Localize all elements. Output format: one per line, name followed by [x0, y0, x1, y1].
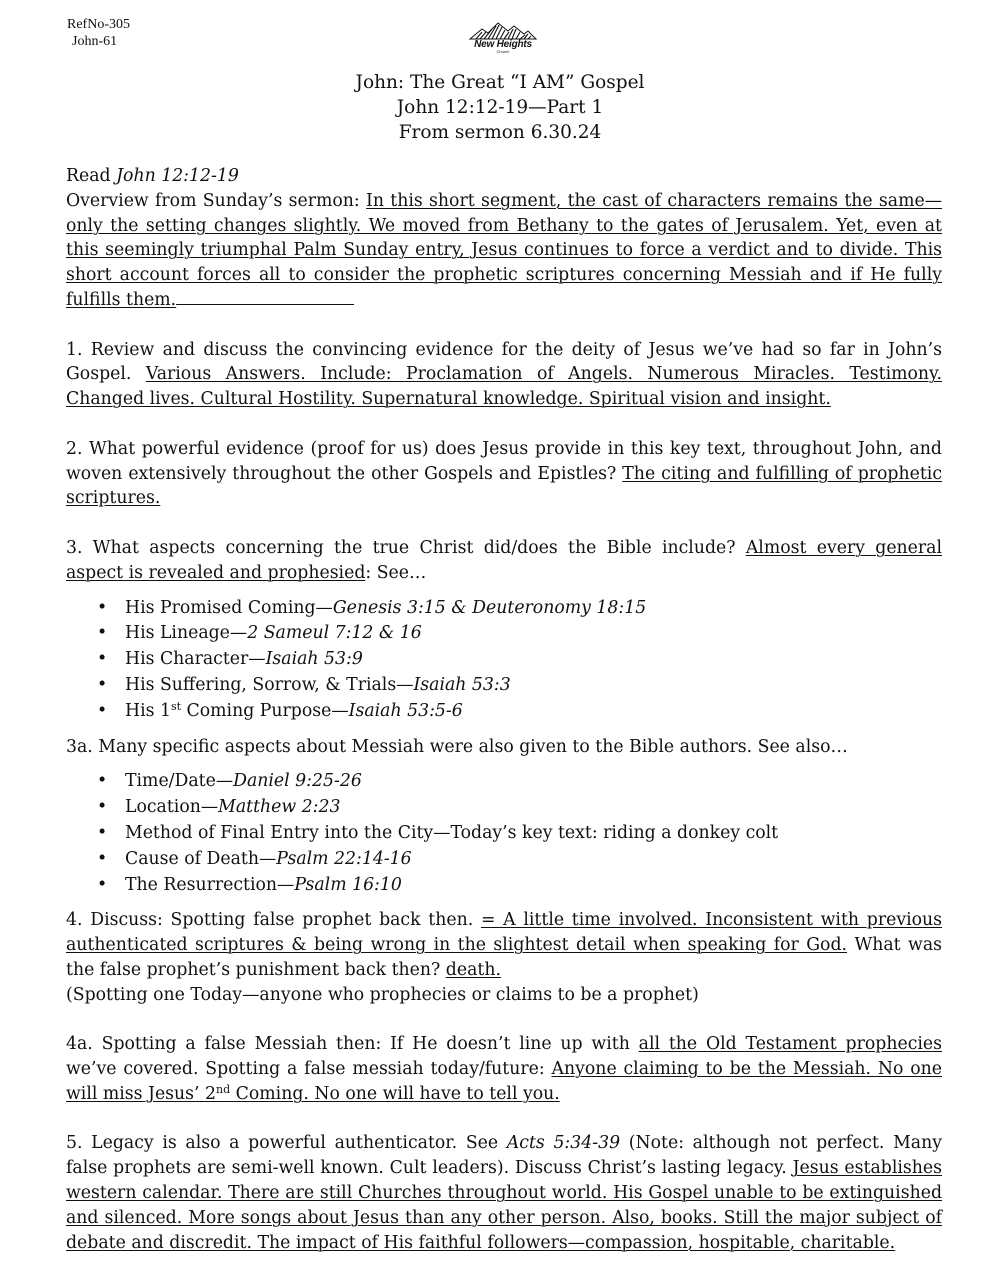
- list-item-reference: Psalm 16:10: [294, 874, 402, 895]
- messiah-aspects-list: [66, 769, 942, 898]
- list-item: [66, 795, 942, 821]
- logo-wordmark: New Heights: [474, 39, 532, 50]
- church-logo: [462, 20, 544, 62]
- bullet-icon: •: [97, 848, 108, 869]
- question-4-note: (Spotting one Today—anyone who prophecies or claims to be a prophet): [66, 984, 699, 1005]
- document-header: [0, 70, 1000, 145]
- bullet-icon: •: [97, 700, 108, 721]
- document-title: John: The Great “I AM” Gospel: [355, 72, 645, 93]
- prophecy-list: [66, 596, 942, 725]
- list-item: [66, 647, 942, 673]
- document-passage: John 12:12-19—Part 1: [396, 97, 604, 118]
- overview-label: Overview from Sunday’s sermon:: [66, 190, 367, 211]
- list-item-text: His Lineage—: [125, 623, 248, 644]
- ordinal-suffix: nd: [216, 1082, 231, 1096]
- list-item-text: The Resurrection—: [125, 874, 295, 895]
- list-item: [66, 873, 942, 899]
- question-5: [66, 1131, 942, 1255]
- bullet-icon: •: [97, 771, 108, 792]
- list-item-text: His Promised Coming—: [125, 597, 333, 618]
- question-4-answer: = A little time involved. Inconsistent with previous authenticated scriptures & being wrong in the slightest detail when speaking for God.: [66, 910, 943, 956]
- list-item-text: Location—: [125, 797, 219, 818]
- bullet-icon: •: [97, 623, 108, 644]
- question-3-tail: : See…: [365, 562, 427, 583]
- question-3-text: 3. What aspects concerning the true Christ did/does the Bible include?: [66, 537, 746, 558]
- question-3: [66, 536, 942, 586]
- list-item-reference: Isaiah 53:5-6: [348, 700, 463, 721]
- list-item-reference: Matthew 2:23: [218, 797, 341, 818]
- list-item: [66, 699, 942, 725]
- list-item: [66, 821, 942, 847]
- bullet-icon: •: [97, 649, 108, 670]
- question-2-text: 2. What powerful evidence (proof for us) does Jesus provide in this key text, throughout John, and woven extensively throughout the other Gospels and Epistles?: [66, 438, 942, 484]
- list-item: [66, 596, 942, 622]
- question-3-answer: Almost every general aspect is revealed and prophesied: [66, 537, 942, 583]
- question-4-followup-answer: death.: [445, 959, 501, 980]
- question-4-text: 4. Discuss: Spotting false prophet back then.: [66, 910, 481, 931]
- list-item-reference: Daniel 9:25-26: [233, 771, 362, 792]
- question-2-answer: The citing and fulfilling of prophetic scriptures.: [66, 463, 942, 509]
- bullet-icon: •: [97, 597, 108, 618]
- bullet-icon: •: [97, 674, 108, 695]
- list-item-reference: Genesis 3:15 & Deuteronomy 18:15: [332, 597, 647, 618]
- list-item: [66, 621, 942, 647]
- question-4a-answer: all the Old Testament prophecies: [638, 1034, 943, 1055]
- logo-subtitle: Church: [496, 49, 510, 54]
- overview-answer: In this short segment, the cast of characters remains the same—only the setting changes slightly. We moved from Bethany to the gates of Jerusalem. Yet, even at this seemingly triumphal Palm Sunday entry, Jesus continues to force a verdict and to divide. This short account forces all to consider the prophetic scriptures concerning Messiah and if He fully fulfills them.: [66, 190, 942, 310]
- ordinal-suffix: st: [170, 699, 182, 713]
- list-item: [66, 673, 942, 699]
- list-item-reference: Psalm 22:14-16: [276, 848, 412, 869]
- list-item-text: Coming Purpose—: [181, 700, 349, 721]
- bullet-icon: •: [97, 874, 108, 895]
- list-item-reference: Isaiah 53:9: [265, 649, 363, 670]
- question-4a-text: 4a. Spotting a false Messiah then: If He doesn’t line up with: [66, 1034, 639, 1055]
- read-label: Read: [66, 166, 117, 186]
- answer-text: Coming. No one will have to tell you.: [230, 1083, 560, 1104]
- read-line: [66, 164, 942, 189]
- question-1: [66, 338, 942, 412]
- question-1-text: 1. Review and discuss the convincing evidence for the deity of Jesus we’ve had so far in John’s Gospel.: [66, 339, 942, 385]
- question-5-text: (Note: although not perfect. Many false prophets are semi-well known. Cult leaders). Discuss Christ’s lasting legacy.: [66, 1133, 942, 1179]
- answer-text: Anyone claiming to be the Messiah. No one will miss Jesus’ 2: [66, 1059, 942, 1104]
- list-item-text: His Suffering, Sorrow, & Trials—: [125, 674, 414, 695]
- list-item-text: Method of Final Entry into the City—Today’s key text: riding a donkey colt: [125, 822, 779, 843]
- list-item-text: Cause of Death—: [125, 848, 277, 869]
- question-5-answer: Jesus establishes western calendar. There are still Churches throughout world. His Gospel unable to be extinguished and silenced. More songs about Jesus than any other person. Also, books. Still the major subject of debate and discredit. The impact of His faithful followers—compassion, hospitable, charitable.: [66, 1158, 942, 1253]
- list-item: [66, 847, 942, 873]
- reference-number: [67, 16, 130, 50]
- list-item: [66, 769, 942, 795]
- blank-answer-line: [176, 288, 354, 305]
- question-1-answer: Various Answers. Include: Proclamation of Angels. Numerous Miracles. Testimony. Changed lives. Cultural Hostility. Supernatural knowledge. Spiritual vision and insight.: [66, 364, 942, 410]
- list-item-text: His 1: [125, 700, 171, 721]
- question-2: [66, 437, 942, 511]
- overview-paragraph: [66, 189, 942, 313]
- list-item-reference: 2 Sameul 7:12 & 16: [247, 623, 422, 644]
- ref-number-line: RefNo-305: [67, 17, 130, 32]
- question-5-reference: Acts 5:34-39: [506, 1133, 621, 1154]
- bullet-icon: •: [97, 822, 108, 843]
- question-4: [66, 908, 942, 982]
- question-4-followup: What was the false prophet’s punishment back then?: [66, 935, 943, 980]
- study-content: [66, 164, 942, 1255]
- document-sermon-date: From sermon 6.30.24: [398, 122, 602, 143]
- question-3a: 3a. Many specific aspects about Messiah were also given to the Bible authors. See also…: [66, 736, 848, 757]
- bullet-icon: •: [97, 797, 108, 818]
- question-5-text: 5. Legacy is also a powerful authenticator. See: [66, 1133, 507, 1154]
- mountain-logo-icon: [468, 20, 538, 40]
- list-item-text: His Character—: [125, 649, 266, 670]
- read-reference: John 12:12-19: [116, 166, 239, 186]
- list-item-text: Time/Date—: [125, 771, 234, 792]
- question-4a-followup: we’ve covered. Spotting a false messiah today/future:: [66, 1059, 552, 1080]
- list-item-reference: Isaiah 53:3: [413, 674, 511, 695]
- ref-series-line: John-61: [72, 34, 118, 49]
- question-4a: [66, 1032, 942, 1106]
